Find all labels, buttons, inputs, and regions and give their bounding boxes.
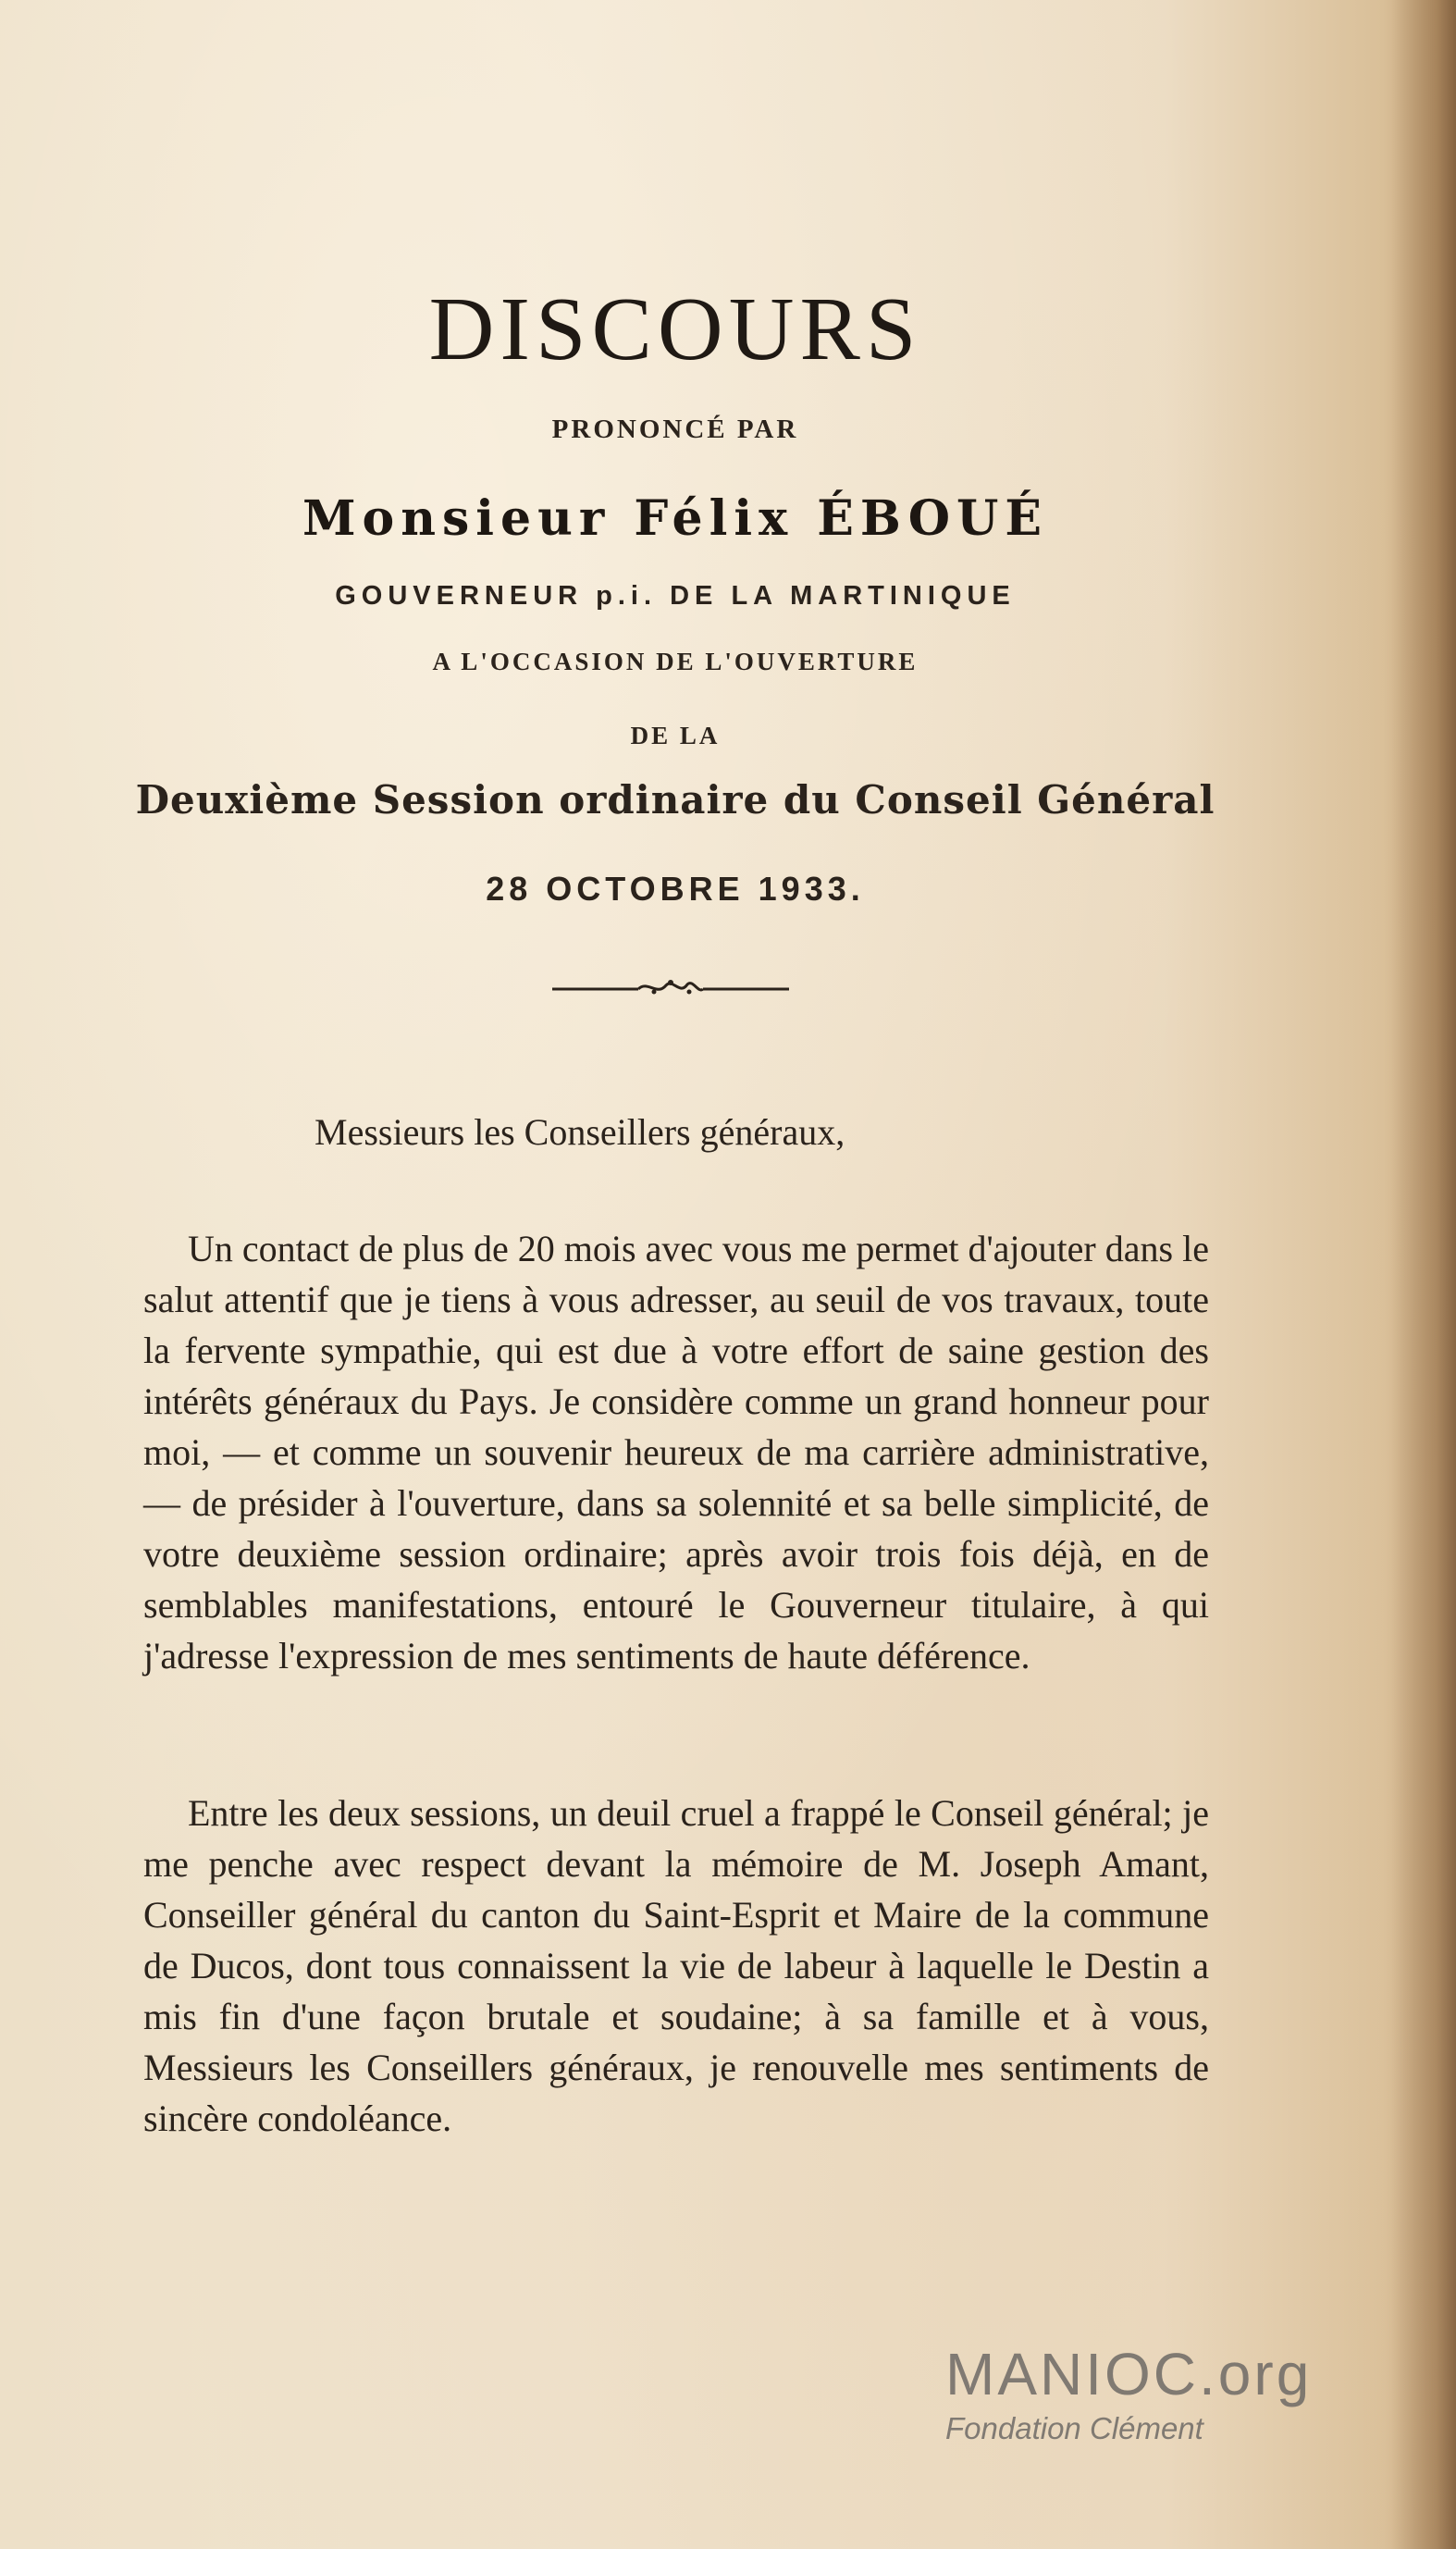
watermark-sub: Fondation Clément	[945, 2411, 1203, 2445]
paragraph-text: Entre les deux sessions, un deuil cruel a frappé le Conseil général; je me penche avec respect devant la mémoire de M. Joseph Amant, Conseiller général du canton du Saint-Esprit et Maire de la commune de Ducos, dont tous connaissent la vie de labeur à laquelle le Destin a mis fin d'une façon brutale et soudaine; à sa famille et à vous, Messieurs les Conseillers généraux, je renouvelle mes sentiments de sincère condoléance.	[143, 1792, 1209, 2139]
watermark-brand: MANIOC.org	[945, 2341, 1313, 2407]
de-la-line: DE LA	[630, 722, 721, 749]
speech-date: 28 OCTOBRE 1933.	[486, 870, 865, 908]
session-line: Deuxième Session ordinaire du Conseil Général	[135, 777, 1215, 823]
paragraph-text: Un contact de plus de 20 mois avec vous me permet d'ajouter dans le salut attentif que je tiens à vous adresser, au seuil de vos travaux, toute la fervente sympathie, qui est due à votre effort de saine gestion des intérêts généraux du Pays. Je considère comme un grand honneur pour moi, — et comme un souvenir heureux de ma carrière administrative, — de présider à l'ouverture, dans sa solennité et sa belle simplicité, de votre deuxième session ordinaire; après avoir trois fois déjà, en de semblables manifestations, entouré le Gouverneur titulaire, à qui j'adresse l'expression de mes sentiments de haute déférence.	[143, 1228, 1209, 1677]
orator-role: GOUVERNEUR p.i. DE LA MARTINIQUE	[335, 581, 1016, 611]
paragraph-2	[143, 1788, 1209, 2144]
page-edge-shadow	[1391, 0, 1456, 2549]
ornament-divider	[550, 973, 791, 1001]
orator-name: Monsieur Félix ÉBOUÉ	[302, 490, 1049, 547]
salutation: Messieurs les Conseillers généraux,	[315, 1111, 845, 1153]
prononce-line: PRONONCÉ PAR	[551, 415, 799, 444]
occasion-line: A L'OCCASION DE L'OUVERTURE	[432, 648, 919, 675]
document-title: DISCOURS	[428, 279, 922, 379]
manioc-watermark	[945, 2341, 1352, 2446]
paragraph-1	[143, 1223, 1209, 1681]
